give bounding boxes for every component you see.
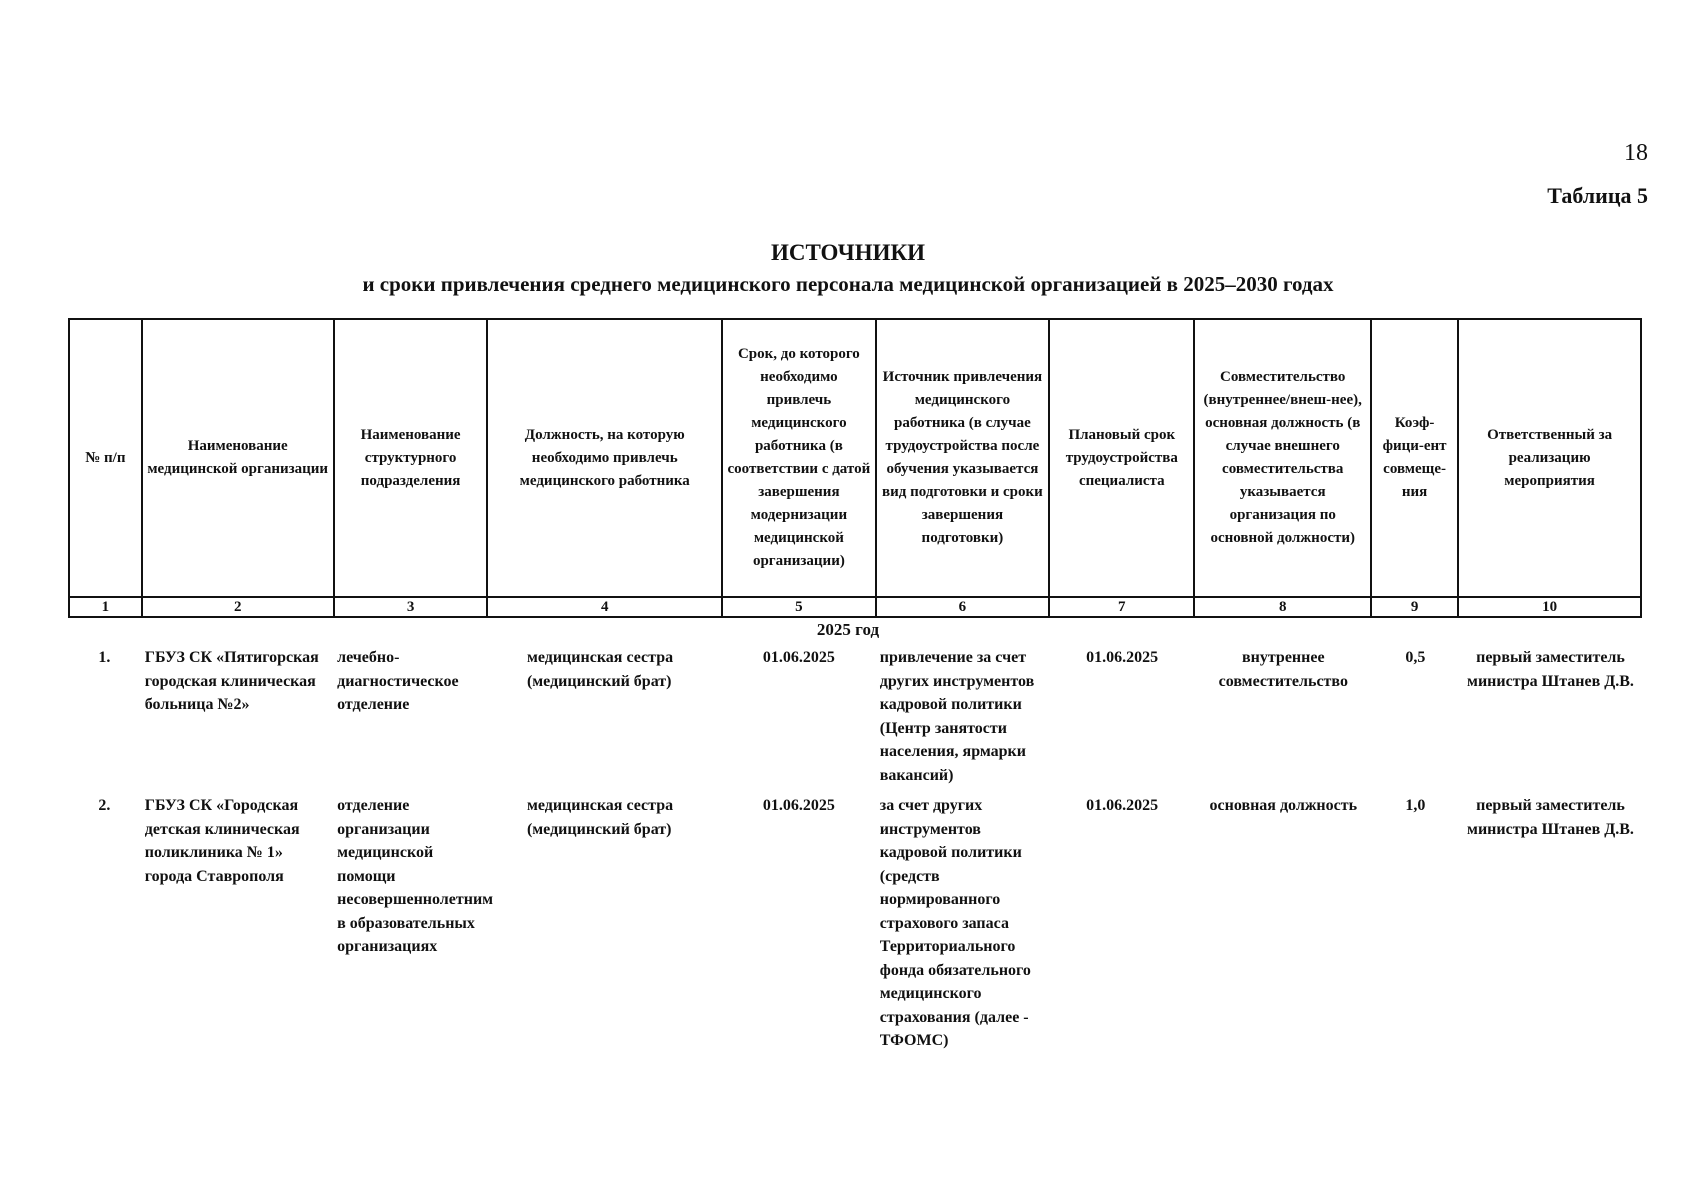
planned-date-cell: 01.06.2025 bbox=[1086, 797, 1159, 814]
responsible-cell: первый заместитель министра Штанев Д.В. bbox=[1467, 649, 1634, 690]
responsible-cell: первый заместитель министра Штанев Д.В. bbox=[1467, 797, 1634, 838]
organization-cell: ГБУЗ СК «Пятигорская городская клиническая больница №2» bbox=[144, 649, 319, 713]
department-cell: лечебно-диагностическое отделение bbox=[337, 649, 459, 713]
col-header-planned-date: Плановый срок трудоустройства специалиста bbox=[1049, 319, 1194, 597]
row-number: 1. bbox=[98, 649, 111, 666]
row-number: 2. bbox=[98, 797, 111, 814]
department-cell: отделение организации медицинской помощи несовершеннолетним в образовательных организациях bbox=[337, 797, 494, 955]
source-cell: за счет других инструментов кадровой политики (средств нормированного страхового запаса Территориального фонда обязательного медицинского страхования (далее - ТФОМС) bbox=[879, 797, 1031, 1049]
col-header-number: № п/п bbox=[69, 319, 142, 597]
col-header-organization: Наименование медицинской организации bbox=[142, 319, 334, 597]
source-cell: привлечение за счет других инструментов кадровой политики (Центр занятости населения, ярмарки вакансий) bbox=[879, 649, 1035, 784]
col-number: 10 bbox=[1458, 597, 1641, 617]
col-header-coefficient: Коэф-фици-ент совмеще-ния bbox=[1371, 319, 1458, 597]
page-number: 18 bbox=[1624, 140, 1648, 166]
position-cell: медицинская сестра (медицинский брат) bbox=[526, 797, 674, 838]
col-number: 3 bbox=[334, 597, 488, 617]
col-header-department: Наименование структурного подразделения bbox=[334, 319, 488, 597]
document-subtitle: и сроки привлечения среднего медицинского персонала медицинской организацией в 2025–2030 годах bbox=[362, 272, 1334, 296]
col-header-deadline: Срок, до которого необходимо привлечь медицинского работника (в соответствии с датой завершения модернизации медицинской организации) bbox=[722, 319, 876, 597]
table-label: Таблица 5 bbox=[1547, 183, 1648, 208]
organization-cell: ГБУЗ СК «Городская детская клиническая поликлиника № 1» города Ставрополя bbox=[144, 797, 300, 885]
coefficient-cell: 0,5 bbox=[1405, 649, 1426, 666]
planned-date-cell: 01.06.2025 bbox=[1086, 649, 1159, 666]
position-cell: медицинская сестра (медицинский брат) bbox=[526, 649, 674, 690]
table-row bbox=[68, 646, 1642, 794]
deadline-cell: 01.06.2025 bbox=[762, 797, 835, 814]
col-number: 5 bbox=[722, 597, 876, 617]
combination-cell: внутреннее совместительство bbox=[1218, 649, 1348, 690]
col-number: 9 bbox=[1371, 597, 1458, 617]
table-row bbox=[68, 794, 1642, 1053]
col-header-combination: Совместительство (внутреннее/внеш-нее), основная должность (в случае внешнего совместительства указывается организация по основной должности) bbox=[1194, 319, 1371, 597]
col-number: 4 bbox=[487, 597, 722, 617]
col-number: 1 bbox=[69, 597, 142, 617]
col-number: 8 bbox=[1194, 597, 1371, 617]
col-number: 6 bbox=[876, 597, 1049, 617]
col-number: 2 bbox=[142, 597, 334, 617]
col-number: 7 bbox=[1049, 597, 1194, 617]
deadline-cell: 01.06.2025 bbox=[762, 649, 835, 666]
col-header-responsible: Ответственный за реализацию мероприятия bbox=[1458, 319, 1641, 597]
combination-cell: основная должность bbox=[1209, 797, 1358, 814]
coefficient-cell: 1,0 bbox=[1405, 797, 1426, 814]
document-title: ИСТОЧНИКИ bbox=[770, 240, 926, 265]
col-header-source: Источник привлечения медицинского работника (в случае трудоустройства после обучения указывается вид подготовки и сроки завершения подготовки) bbox=[876, 319, 1049, 597]
year-group-label: 2025 год bbox=[816, 620, 880, 639]
header-table bbox=[68, 318, 1642, 618]
data-table bbox=[68, 646, 1642, 1053]
col-header-position: Должность, на которую необходимо привлечь медицинского работника bbox=[487, 319, 722, 597]
